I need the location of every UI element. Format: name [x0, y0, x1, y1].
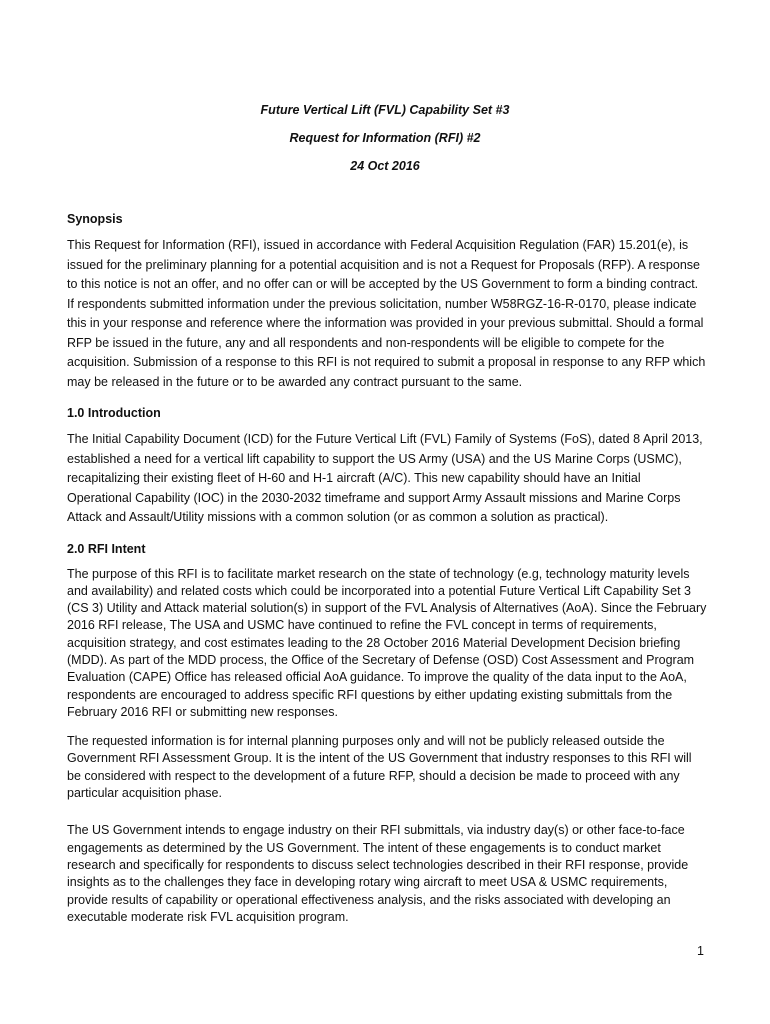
paragraph-gap — [67, 814, 707, 822]
document-date: 24 Oct 2016 — [350, 159, 420, 173]
rfi-intent-paragraph: The US Government intends to engage industry on their RFI submittals, via industry day(s) or other face-to-face engagements as determined by the US Government. The intent of these engagements is to conduct market research and specifically for respondents to discuss select technologies described in their RFI response, provide insights as to the challenges they face in developing rotary wing aircraft to meet USA & USMC requirements, provide results of capability or operational effectiveness analysis, and the risks associated with developing an executable moderate risk FVL acquisition program. — [67, 823, 689, 924]
document-subtitle: Request for Information (RFI) #2 — [289, 131, 481, 145]
document-title: Future Vertical Lift (FVL) Capability Set #3 — [260, 103, 510, 117]
document-body — [67, 210, 707, 938]
introduction-section — [67, 404, 707, 528]
rfi-intent-heading: 2.0 RFI Intent — [67, 541, 146, 556]
rfi-intent-paragraph: The purpose of this RFI is to facilitate market research on the state of technology (e.g, technology maturity levels and availability) and related costs which could be incorporated into a potential Future Vertical Lift Capability Set 3 (CS 3) Utility and Attack material solution(s) in support of the FVL Analysis of Alternatives (AoA). Since the February 2016 RFI release, The USA and USMC have continued to refine the FVL concept in terms of requirements, acquisition strategy, and cost estimates leading to the 28 October 2016 Material Development Decision briefing (MDD). As part of the MDD process, the Office of the Secretary of Defense (OSD) Cost Assessment and Program Evaluation (CAPE) Office has released official AoA guidance. To improve the quality of the data input to the AoA, respondents are encouraged to address specific RFI questions by either updating existing submittals from the February 2016 RFI or submitting new responses. — [67, 566, 707, 719]
introduction-heading: 1.0 Introduction — [67, 406, 161, 420]
rfi-intent-section — [67, 540, 707, 927]
page-number: 1 — [697, 944, 704, 958]
rfi-intent-paragraph: The requested information is for internal planning purposes only and will not be publicly released outside the Government RFI Assessment Group. It is the intent of the US Government that industry responses to this RFI will be considered with respect to the development of a future RFP, should a decision be made to proceed with any particular acquisition phase. — [67, 734, 692, 801]
title-block — [0, 100, 770, 184]
introduction-paragraph: The Initial Capability Document (ICD) for the Future Vertical Lift (FVL) Family of Systems (FoS), dated 8 April 2013, established a need for a vertical lift capability to support the US Army (USA) and the US Marine Corps (USMC), recapitalizing their existing fleet of H-60 and H-1 aircraft (A/C). This new capability should have an Initial Operational Capability (IOC) in the 2030-2032 timeframe and support Army Assault missions and Marine Corps Attack and Assault/Utility missions with a common solution (or as common a solution as practical). — [67, 432, 703, 524]
synopsis-paragraph: This Request for Information (RFI), issued in accordance with Federal Acquisition Regulation (FAR) 15.201(e), is issued for the preliminary planning for a potential acquisition and is not a Request for Proposals (RFP). A response to this notice is not an offer, and no offer can or will be accepted by the US Government to form a binding contract. If respondents submitted information under the previous solicitation, number W58RGZ-16-R-0170, please indicate this in your response and reference where the information was provided in your previous submittal. Should a formal RFP be issued in the future, any and all respondents and non-respondents will be eligible to compete for the acquisition. Submission of a response to this RFI is not required to submit a proposal in response to any RFP which may be released in the future or to be awarded any contract pursuant to the same. — [67, 238, 706, 389]
synopsis-section — [67, 210, 707, 392]
synopsis-heading: Synopsis — [67, 212, 123, 226]
